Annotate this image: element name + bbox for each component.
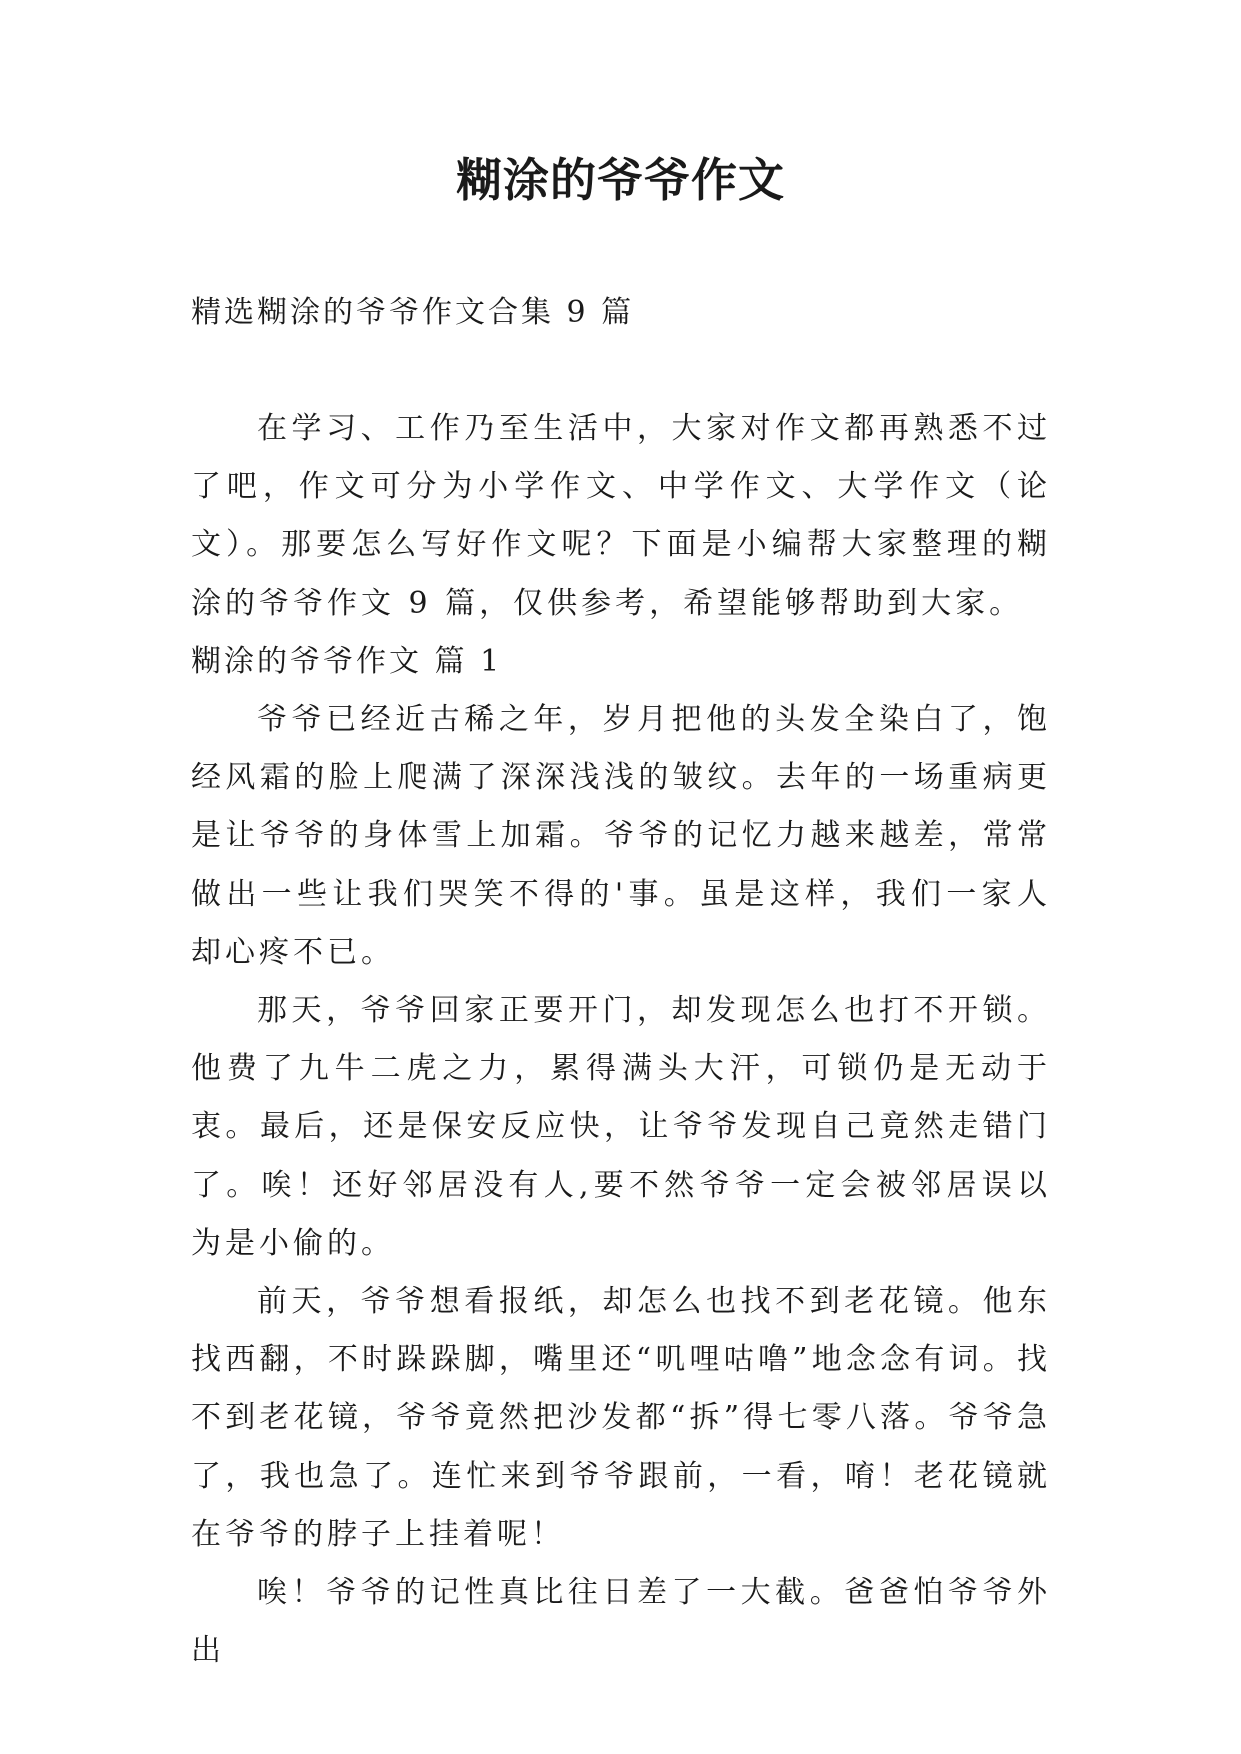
intro-paragraph: 在学习、工作乃至生活中，大家对作文都再熟悉不过了吧，作文可分为小学作文、中学作文、大学作文（论文）。那要怎么写好作文呢？下面是小编帮大家整理的糊涂的爷爷作文 9 篇，仅供参考，希望能够帮助到大家。 [191,411,1051,621]
body-paragraph: 爷爷已经近古稀之年，岁月把他的头发全染白了，饱经风霜的脸上爬满了深深浅浅的皱纹。去年的一场重病更是让爷爷的身体雪上加霜。爷爷的记忆力越来越差，常常做出一些让我们哭笑不得的'事。虽是这样，我们一家人却心疼不已。 [191,702,1051,970]
page-title: 糊涂的爷爷作文 [456,153,785,207]
article-body [191,400,1051,1680]
body-paragraph: 前天，爷爷想看报纸，却怎么也找不到老花镜。他东找西翻，不时跺跺脚，嘴里还“叽哩咕噜”地念念有词。找不到老花镜，爷爷竟然把沙发都“拆”得七零八落。爷爷急了，我也急了。连忙来到爷爷跟前，一看，唷！老花镜就在爷爷的脖子上挂着呢！ [191,1284,1051,1552]
section-heading: 糊涂的爷爷作文 篇 1 [191,643,503,679]
body-paragraph: 唉！爷爷的记性真比往日差了一大截。爸爸怕爷爷外出 [191,1575,1051,1669]
body-paragraph: 那天，爷爷回家正要开门，却发现怎么也打不开锁。他费了九牛二虎之力，累得满头大汗，可锁仍是无动于衷。最后，还是保安反应快，让爷爷发现自己竟然走错门了。唉！还好邻居没有人,要不然爷爷一定会被邻居误以为是小偷的。 [191,993,1051,1261]
collection-subtitle: 精选糊涂的爷爷作文合集 9 篇 [191,295,635,330]
